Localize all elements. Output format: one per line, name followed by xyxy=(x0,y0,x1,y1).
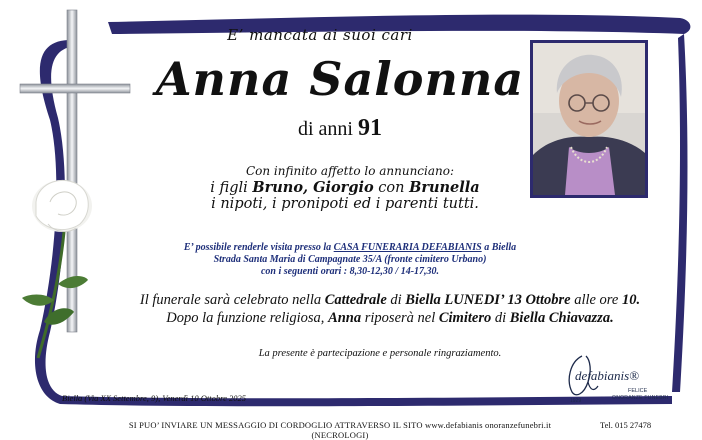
age-value: 91 xyxy=(358,115,382,141)
logo-subtitle: FELICE xyxy=(628,388,648,394)
funeral-line-2-cemetery: Cimitero xyxy=(438,310,492,326)
funeral-time: 10. xyxy=(621,292,641,308)
funeral-line-2-c: riposerà nel xyxy=(364,310,436,326)
funeral-date: Biella LUNEDI’ 13 Ottobre xyxy=(405,292,571,308)
deceased-name: Anna Salonna xyxy=(155,52,525,106)
funeral-line-2-e: di xyxy=(494,310,507,326)
funeral-line-2-name: Anna xyxy=(328,310,362,326)
family-line-1 xyxy=(170,179,520,196)
funeral-line-1-a: Il funerale sarà celebrato nella xyxy=(139,292,322,308)
visit-address: Strada Santa Maria di Campagnate 35/A (fronte cimitero Urbano) xyxy=(213,254,487,265)
logo-year: 1929 xyxy=(570,398,582,404)
thanks-text: La presente è partecipazione e personale ringraziamento. xyxy=(258,348,502,359)
age-line xyxy=(250,115,430,142)
white-rose-icon xyxy=(14,172,114,362)
visit-line-1 xyxy=(150,242,550,253)
logo-tagline: ONORANZE FUNEBRI xyxy=(612,395,669,401)
logo-wordmark: defabianis® xyxy=(575,368,640,383)
funeral-home-name: CASA FUNERARIA DEFABIANIS xyxy=(333,242,482,253)
footer-message: SI PUO’ INVIARE UN MESSAGGIO DI CORDOGLIO ATTRAVERSO IL SITO www.defabianis onoranzefunebri.it (NECROLOGI) xyxy=(128,420,552,440)
family-children-label: i figli xyxy=(210,180,248,196)
visit-line-1-c: a Biella xyxy=(484,242,517,253)
funeral-line-1 xyxy=(110,292,670,309)
funeral-line-2-place: Biella Chiavazza. xyxy=(509,310,614,326)
visit-line-1-a: E’ possibile renderle visita presso la xyxy=(183,242,332,253)
intro-text: E’ mancata ai suoi cari xyxy=(227,26,413,44)
age-prefix: di anni xyxy=(298,118,353,140)
portrait-photo xyxy=(530,40,648,198)
funeral-line-1-e: alle ore xyxy=(574,292,619,308)
family-line-2: i nipoti, i pronipoti ed i parenti tutti. xyxy=(211,196,479,212)
funeral-line-2-a: Dopo la funzione religiosa, xyxy=(166,310,325,326)
family-children-names: Bruno, Giorgio xyxy=(252,179,374,196)
funeral-line-1-c: di xyxy=(390,292,402,308)
visit-hours: con i seguenti orari : 8,30-12,30 / 14-17,30. xyxy=(260,266,440,277)
place-date: Biella (Via XX Settembre, 9), Venerdì 10 Ottobre 2025 xyxy=(62,393,246,403)
funeral-church: Cattedrale xyxy=(324,292,387,308)
family-partner-name: Brunella xyxy=(409,179,480,196)
announce-text: Con infinito affetto lo annunciano: xyxy=(245,164,455,178)
funeral-line-2 xyxy=(110,310,670,327)
family-with-label: con xyxy=(378,180,405,196)
footer-telephone: Tel. 015 27478 xyxy=(600,420,652,430)
